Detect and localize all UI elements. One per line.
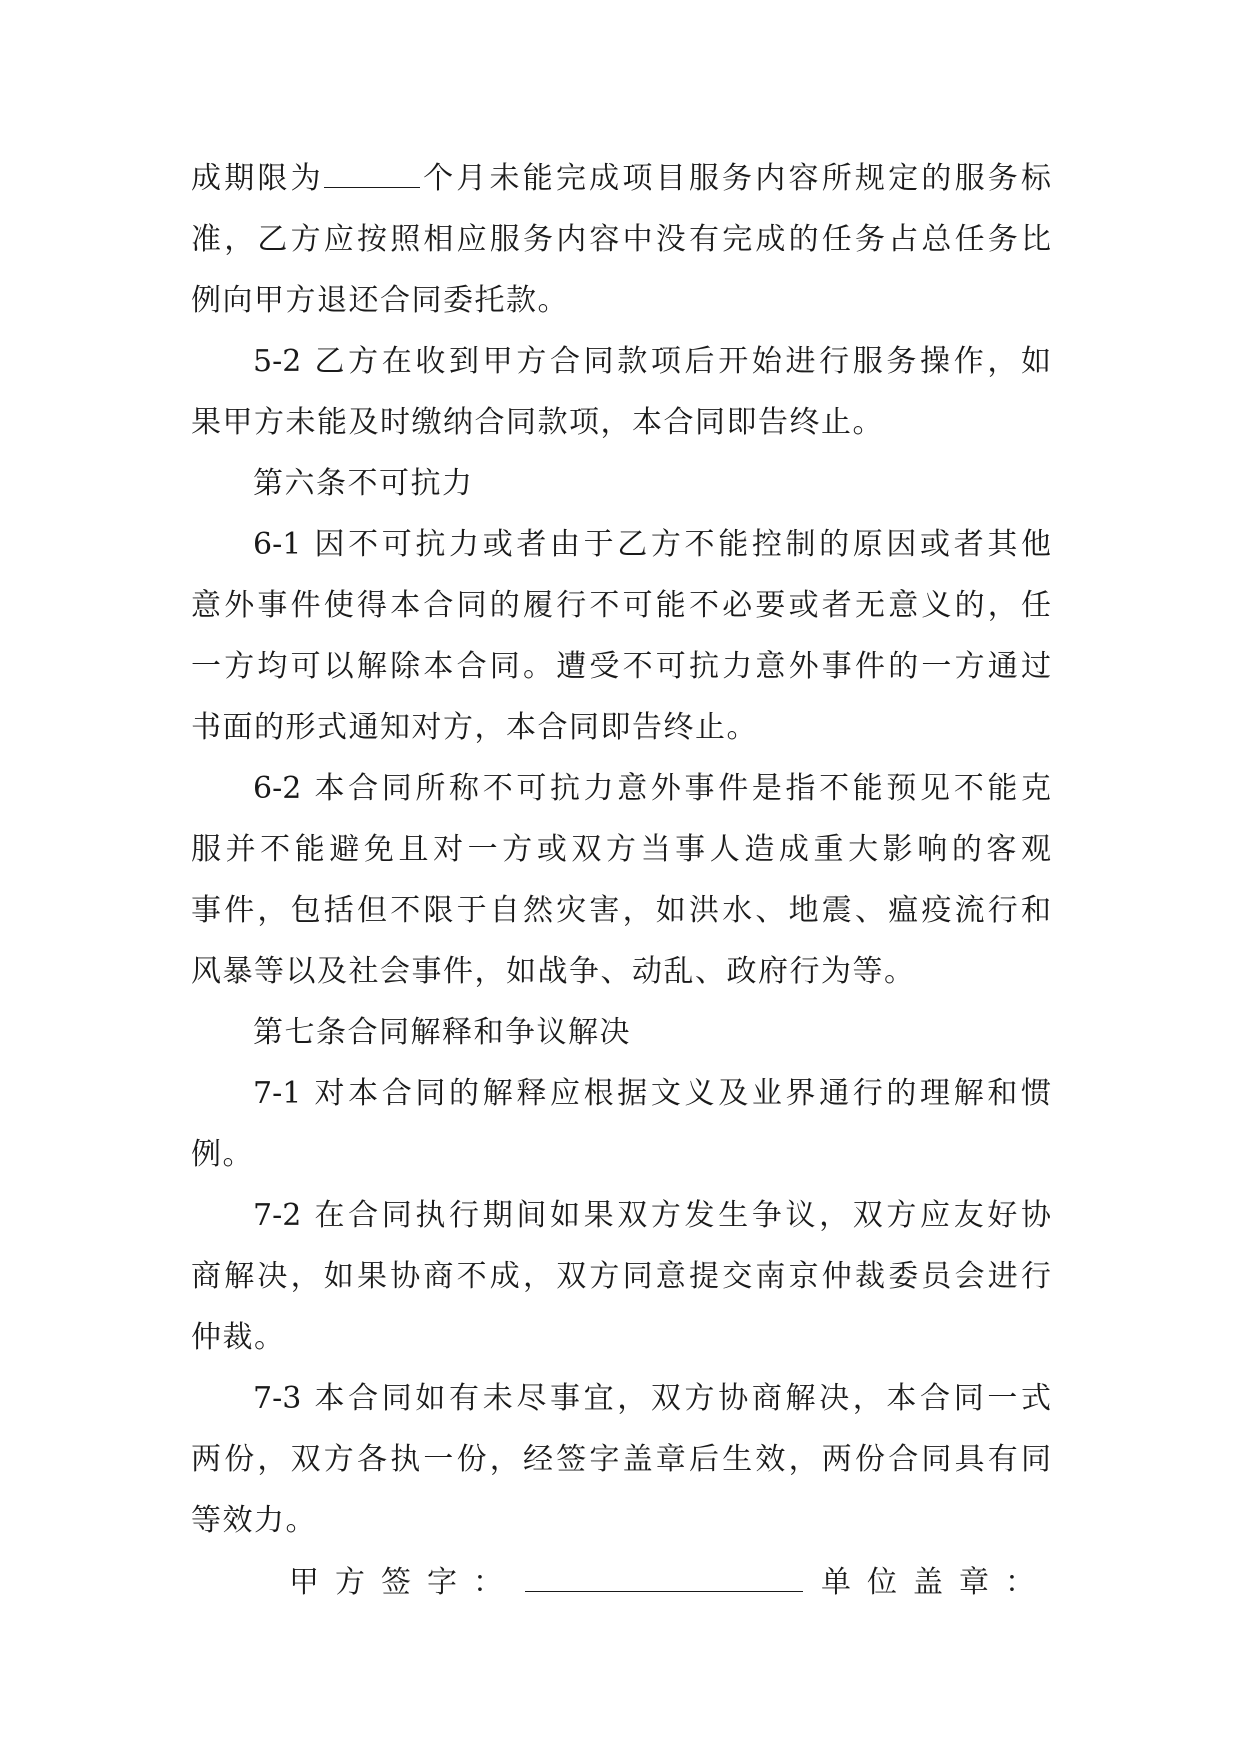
text-line: 服并不能避免且对一方或双方当事人造成重大影响的客观: [191, 832, 1051, 867]
text-line: 例向甲方退还合同委托款。: [191, 283, 569, 318]
text-line: 准，乙方应按照相应服务内容中没有完成的任务占总任务比: [191, 222, 1051, 257]
paragraph-7-1: [191, 1063, 1051, 1185]
text-line: 等效力。: [191, 1503, 317, 1538]
paragraph-6-1: [191, 514, 1051, 758]
text-line: 风暴等以及社会事件，如战争、动乱、政府行为等。: [191, 954, 916, 989]
section-heading-6: [191, 453, 1051, 514]
heading-text: 第七条合同解释和争议解决: [253, 1015, 631, 1050]
fill-in-blank[interactable]: [324, 165, 420, 188]
paragraph-6-2: [191, 758, 1051, 1002]
paragraph-7-2: [191, 1185, 1051, 1368]
text-line: 一方均可以解除本合同。遭受不可抗力意外事件的一方通过: [191, 649, 1051, 684]
signature-line: [191, 1552, 1051, 1613]
heading-text: 第六条不可抗力: [253, 466, 474, 501]
party-a-signature-field[interactable]: [525, 1567, 803, 1592]
text-line: 仲裁。: [191, 1320, 286, 1355]
paragraph-7-3: [191, 1368, 1051, 1551]
section-heading-7: [191, 1002, 1051, 1063]
text-line: 事件，包括但不限于自然灾害，如洪水、地震、瘟疫流行和: [191, 893, 1051, 928]
paragraph-5-1-tail: [191, 148, 1051, 331]
text-line: 两份，双方各执一份，经签字盖章后生效，两份合同具有同: [191, 1442, 1051, 1477]
text-line: 7-2 在合同执行期间如果双方发生争议，双方应友好协: [253, 1198, 1051, 1233]
party-a-signature-label: 甲方签字：: [289, 1565, 519, 1600]
text-line: 果甲方未能及时缴纳合同款项，本合同即告终止。: [191, 405, 884, 440]
text-line: 意外事件使得本合同的履行不可能不必要或者无意义的，任: [191, 588, 1051, 623]
text-line: 7-3 本合同如有未尽事宜，双方协商解决，本合同一式: [253, 1381, 1051, 1416]
text-line: 书面的形式通知对方，本合同即告终止。: [191, 710, 758, 745]
text-line: 5-2 乙方在收到甲方合同款项后开始进行服务操作，如: [253, 344, 1051, 379]
paragraph-5-2: [191, 331, 1051, 453]
text-line: 例。: [191, 1137, 254, 1172]
document-page: [191, 148, 1051, 1613]
text-line: 商解决，如果协商不成，双方同意提交南京仲裁委员会进行: [191, 1259, 1051, 1294]
text-line: 6-1 因不可抗力或者由于乙方不能控制的原因或者其他: [253, 527, 1051, 562]
company-seal-label: 单位盖章：: [821, 1565, 1051, 1600]
text-line: 6-2 本合同所称不可抗力意外事件是指不能预见不能克: [253, 771, 1051, 806]
text-line: 成期限为 个月未能完成项目服务内容所规定的服务标: [191, 161, 1052, 196]
text-line: 7-1 对本合同的解释应根据文义及业界通行的理解和惯: [253, 1076, 1051, 1111]
